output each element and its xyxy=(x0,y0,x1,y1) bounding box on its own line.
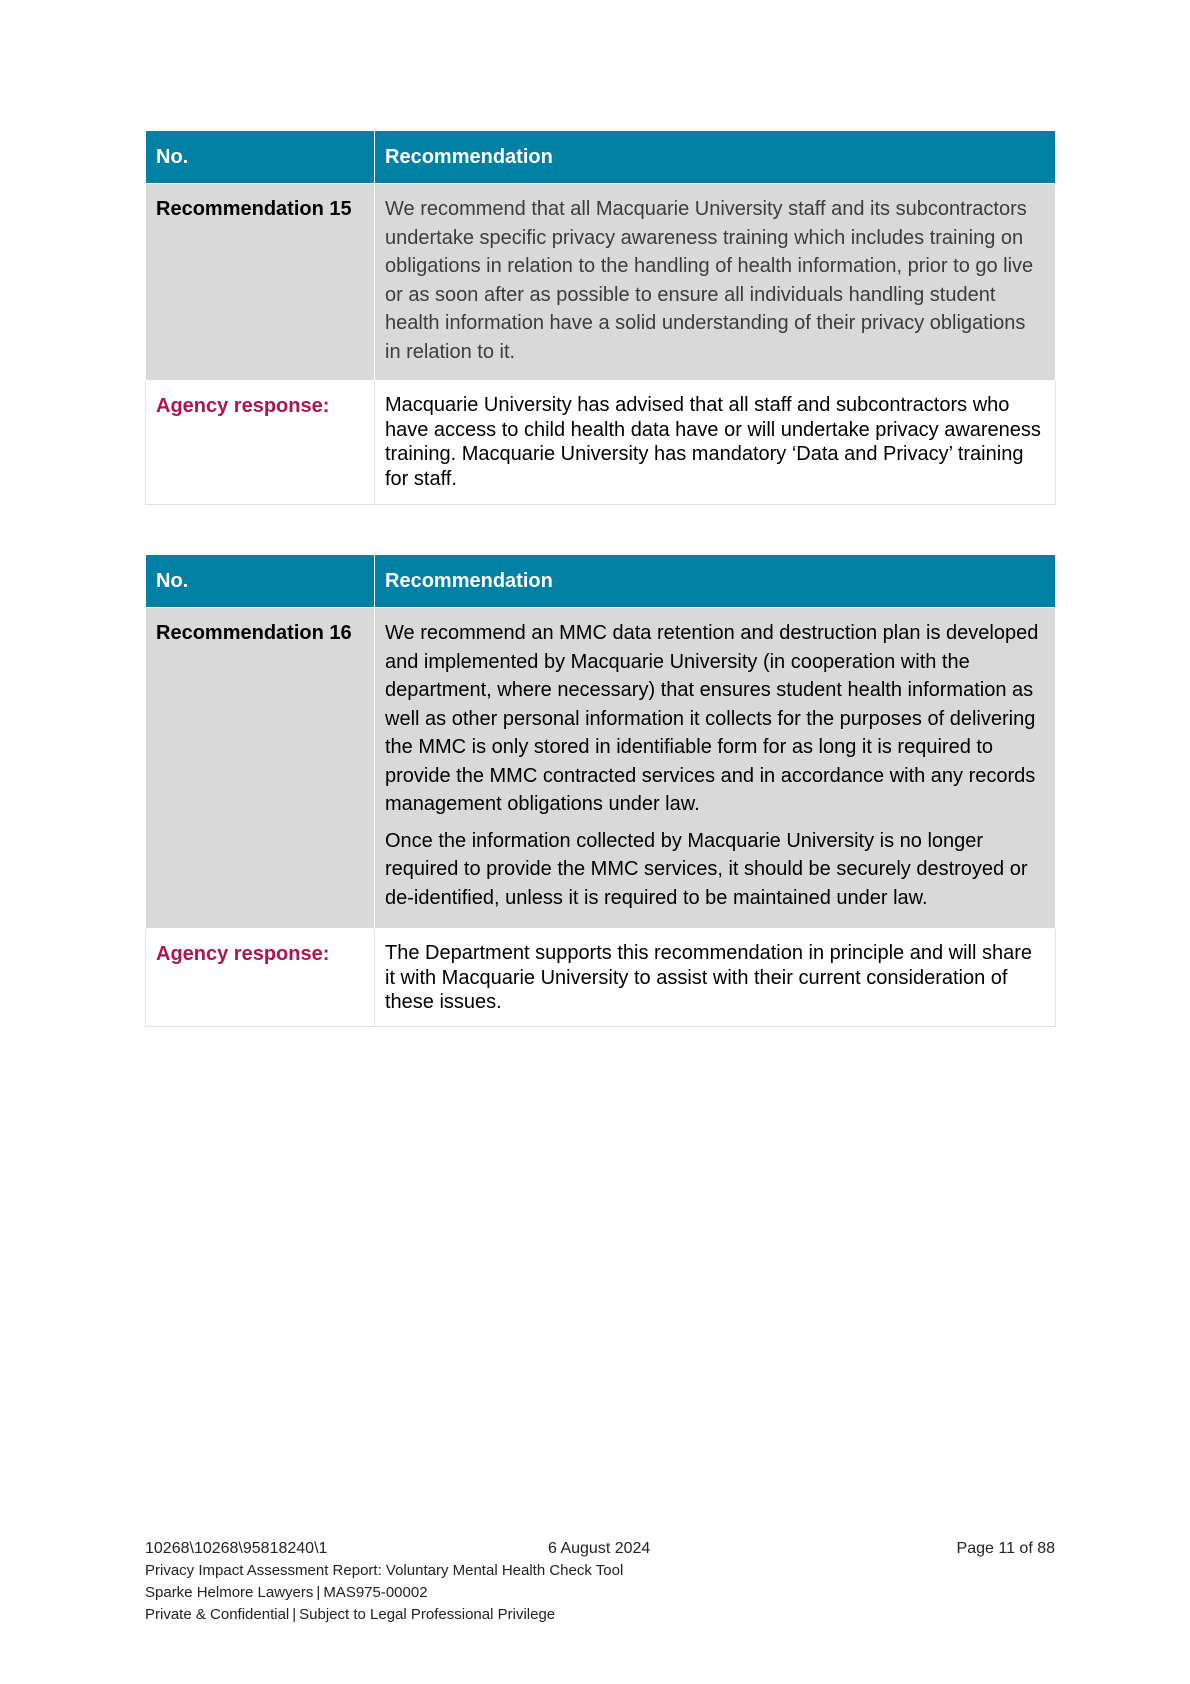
document-reference: 10268\10268\95818240\1 xyxy=(145,1540,328,1557)
header-no: No. xyxy=(146,131,375,184)
agency-response-label: Agency response: xyxy=(146,929,375,1027)
confidentiality-line xyxy=(145,1604,1055,1626)
agency-response-row xyxy=(146,381,1056,505)
recommendation-paragraph: We recommend an MMC data retention and destruction plan is developed and implemented by Macquarie University (in cooperation with the department, where necessary) that ensures student health information as well as other personal information it collects for the purposes of delivering the MMC is only stored in identifiable form for as long it is required to provide the MMC contracted services and in accordance with any records management obligations under law. xyxy=(385,622,1039,815)
agency-response-row xyxy=(146,929,1056,1027)
agency-response-label: Agency response: xyxy=(146,381,375,505)
recommendation-table-16 xyxy=(145,555,1056,1027)
recommendation-number: Recommendation 16 xyxy=(146,608,375,929)
confidential-label: Private & Confidential xyxy=(145,1606,290,1623)
recommendation-text xyxy=(375,608,1056,929)
firm-name: Sparke Helmore Lawyers xyxy=(145,1584,314,1601)
header-no: No. xyxy=(146,555,375,608)
header-recommendation: Recommendation xyxy=(375,555,1056,608)
report-title: Privacy Impact Assessment Report: Voluntary Mental Health Check Tool xyxy=(145,1562,624,1579)
matter-number: MAS975-00002 xyxy=(323,1584,428,1601)
document-date: 6 August 2024 xyxy=(548,1540,651,1557)
page-footer xyxy=(145,1538,1055,1626)
recommendation-row xyxy=(146,184,1056,381)
recommendation-paragraph: We recommend that all Macquarie University staff and its subcontractors undertake specific privacy awareness training which includes training on obligations in relation to the handling of health information, prior to go live or as soon after as possible to ensure all individuals handling student health information have a solid understanding of their privacy obligations in relation to it. xyxy=(385,198,1034,363)
page-number: Page 11 of 88 xyxy=(956,1540,1055,1557)
footer-top-row xyxy=(145,1538,1055,1560)
agency-response-text: The Department supports this recommendation in principle and will share it with Macquarie University to assist with their current consideration of these issues. xyxy=(375,929,1056,1027)
header-recommendation: Recommendation xyxy=(375,131,1056,184)
recommendation-text xyxy=(375,184,1056,381)
table-header-row xyxy=(146,555,1056,608)
recommendation-paragraph: Once the information collected by Macquarie University is no longer required to provide the MMC services, it should be securely destroyed or de-identified, unless it is required to be maintained under law. xyxy=(385,829,1028,909)
table-header-row xyxy=(146,131,1056,184)
privilege-label: Subject to Legal Professional Privilege xyxy=(299,1606,556,1623)
agency-response-text: Macquarie University has advised that all staff and subcontractors who have access to child health data have or will undertake privacy awareness training. Macquarie University has mandatory ‘Data and Privacy’ training for staff. xyxy=(375,381,1056,505)
separator: | xyxy=(292,1606,297,1623)
separator: | xyxy=(316,1584,321,1601)
recommendation-table-15 xyxy=(145,131,1056,505)
recommendation-row xyxy=(146,608,1056,929)
firm-line xyxy=(145,1582,1055,1604)
recommendation-number: Recommendation 15 xyxy=(146,184,375,381)
